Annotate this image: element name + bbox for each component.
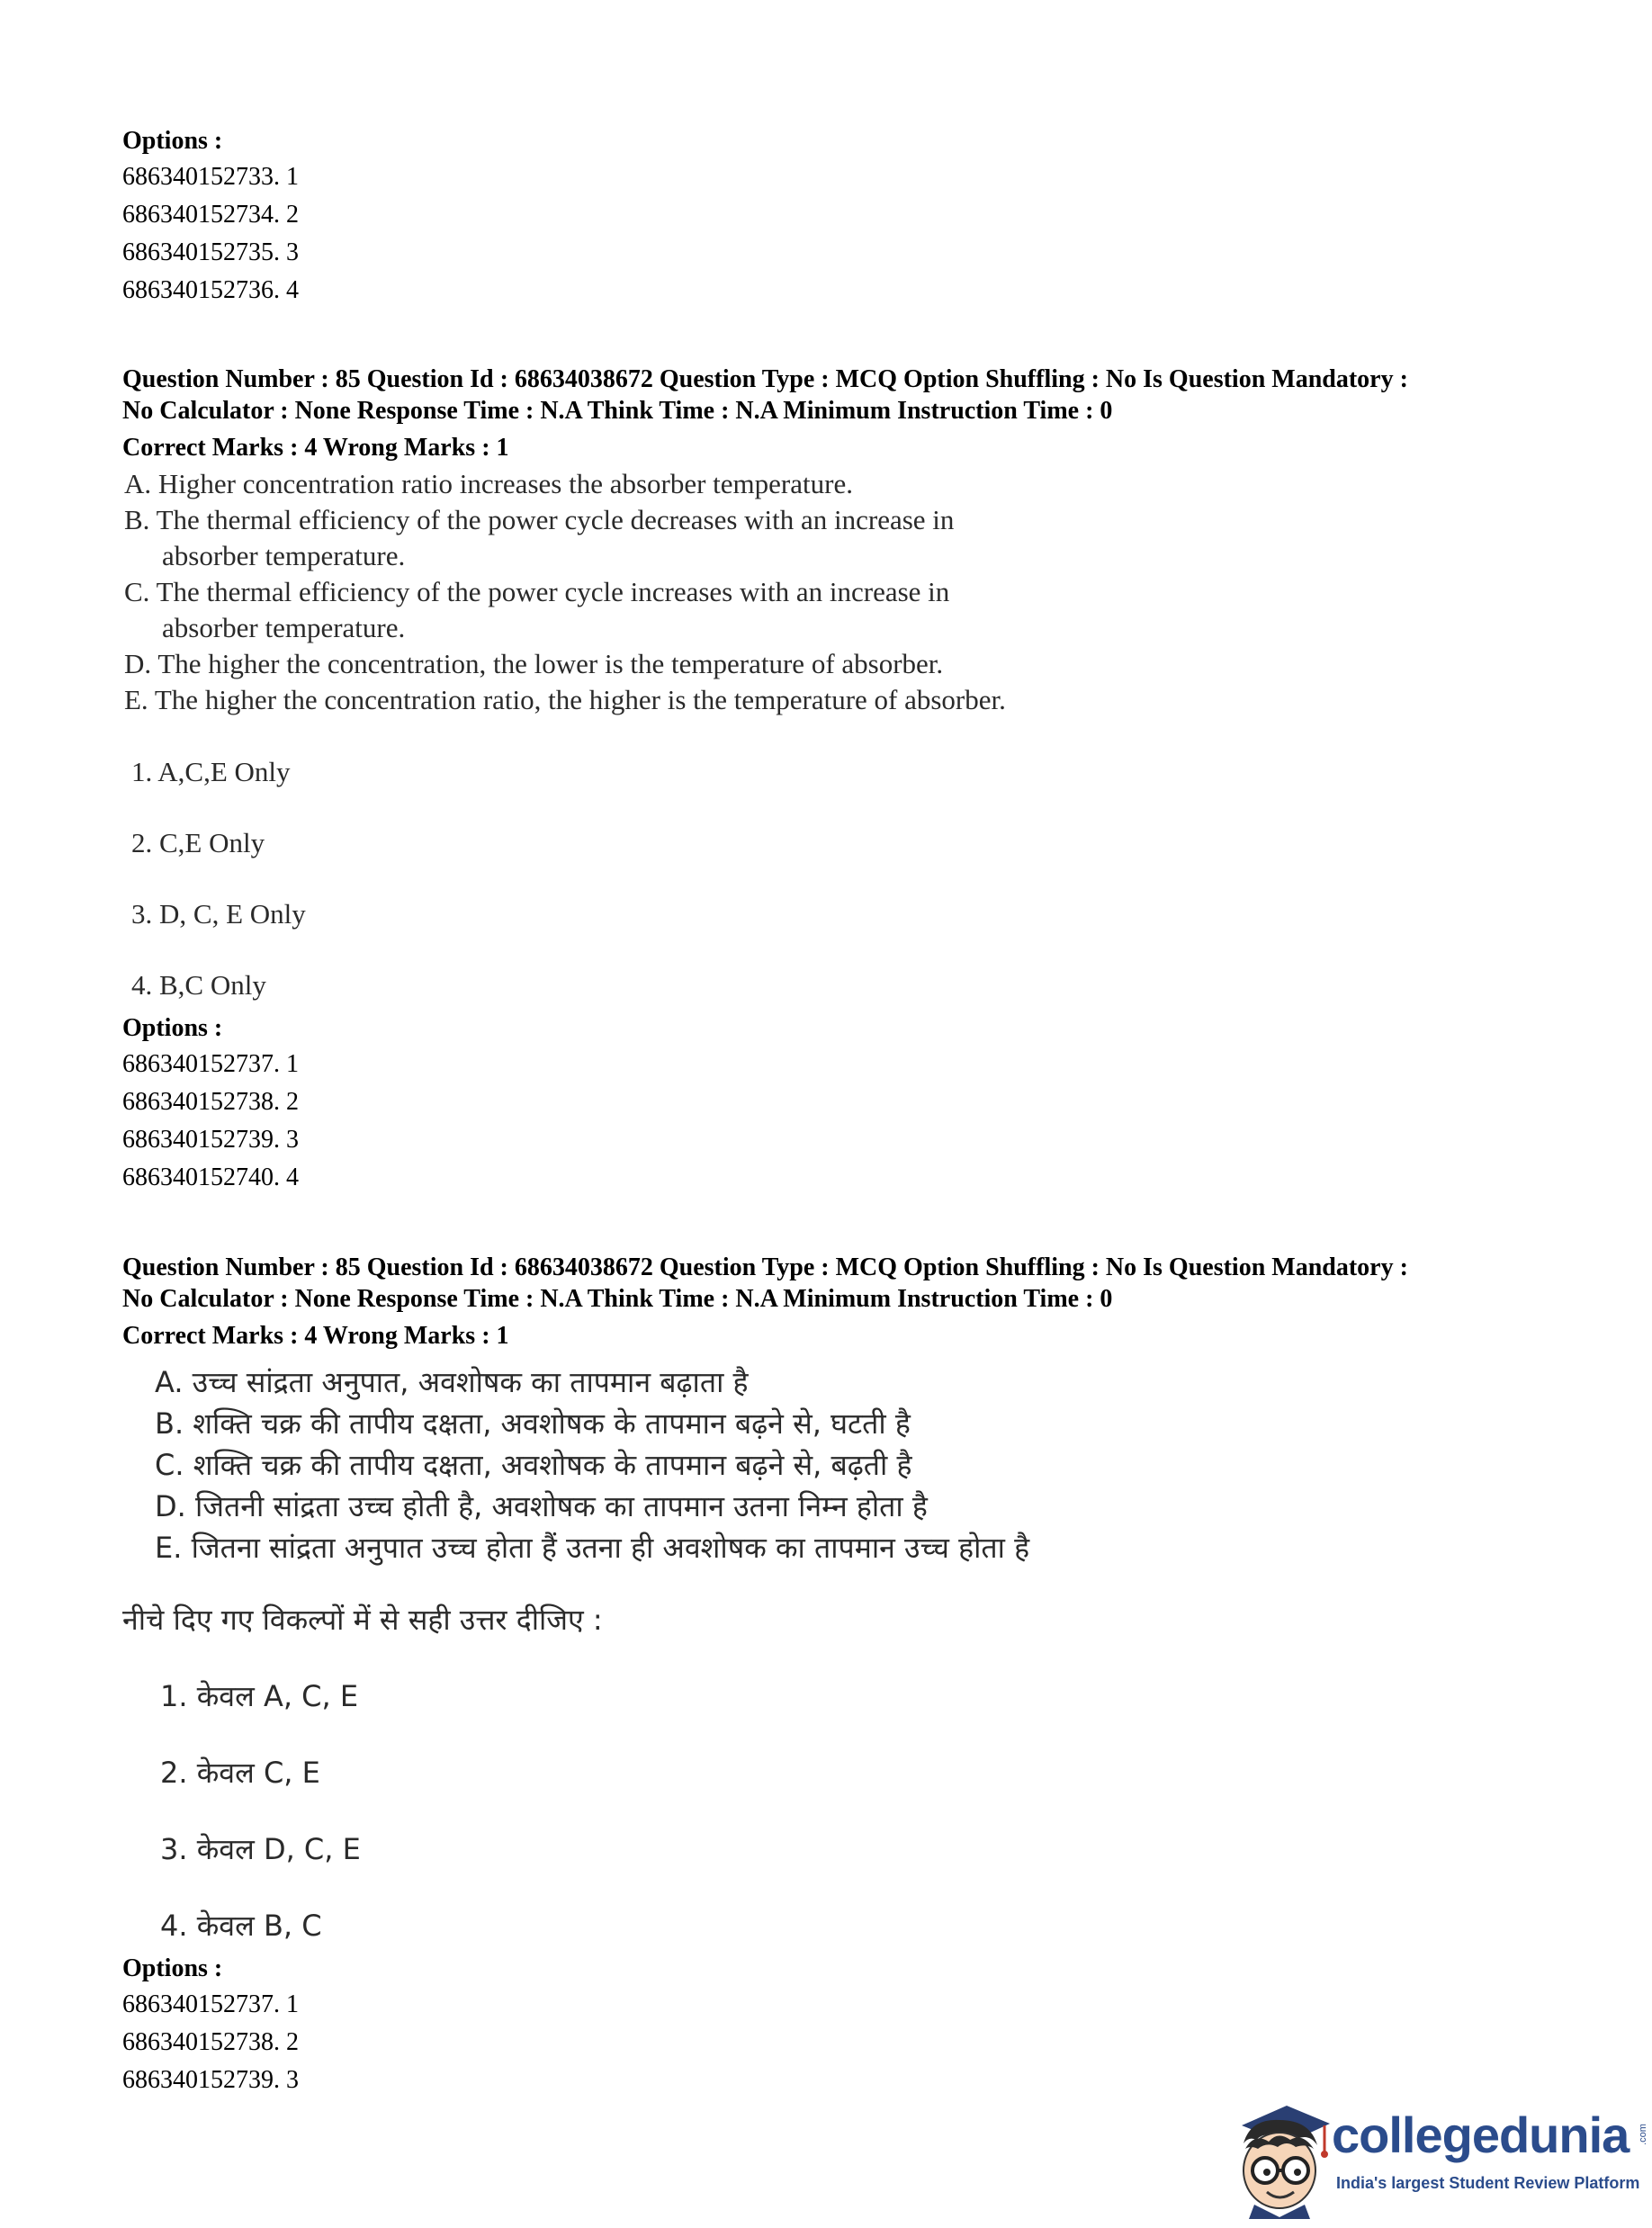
question-marks: Correct Marks : 4 Wrong Marks : 1 [122,1322,509,1350]
choice-2: 2. केवल C, E [160,1756,320,1790]
choice-4: 4. B,C Only [131,969,266,1001]
choice-1: 1. A,C,E Only [131,756,291,787]
brand-suffix: .com [1637,2124,1648,2145]
statement-c: C. The thermal efficiency of the power cycle increases with an increase in [124,576,950,607]
choice-3: 3. D, C, E Only [131,898,306,930]
option-item: 686340152736. 4 [122,276,299,304]
statement-b-cont: absorber temperature. [162,540,406,571]
statement-c-cont: absorber temperature. [162,612,406,643]
choice-3: 3. केवल D, C, E [160,1832,361,1866]
choice-2: 2. C,E Only [131,827,265,858]
statement-d: D. The higher the concentration, the lower is the temperature of absorber. [124,648,944,679]
statement-d: D. जितनी सांद्रता उच्च होती है, अवशोषक का तापमान उतना निम्न होता है [155,1489,928,1523]
option-item: 686340152738. 2 [122,1088,299,1116]
option-item: 686340152737. 1 [122,1990,299,2018]
instruction-text: नीचे दिए गए विकल्पों में से सही उत्तर दीजिए : [122,1603,603,1637]
question-header-line2: No Calculator : None Response Time : N.A Think Time : N.A Minimum Instruction Time : 0 [122,397,1113,425]
options-label: Options : [122,1014,223,1042]
option-item: 686340152740. 4 [122,1163,299,1191]
options-label: Options : [122,127,223,155]
option-item: 686340152737. 1 [122,1050,299,1078]
statement-e: E. जितना सांद्रता अनुपात उच्च होता हैं उतना ही अवशोषक का तापमान उच्च होता है [155,1531,1030,1565]
option-item: 686340152739. 3 [122,1126,299,1154]
collegedunia-logo[interactable] [1224,2093,1648,2219]
question-marks: Correct Marks : 4 Wrong Marks : 1 [122,434,509,462]
statement-a: A. उच्च सांद्रता अनुपात, अवशोषक का तापमान बढ़ाता है [155,1365,749,1399]
brand-tagline: India's largest Student Review Platform [1336,2174,1640,2192]
statement-e: E. The higher the concentration ratio, the higher is the temperature of absorber. [124,684,1006,715]
option-item: 686340152735. 3 [122,238,299,266]
question-header: Question Number : 85 Question Id : 68634038672 Question Type : MCQ Option Shuffling : No Is Question Mandatory : [122,1253,1408,1281]
statement-b: B. शक्ति चक्र की तापीय दक्षता, अवशोषक के तापमान बढ़ने से, घटती है [155,1406,911,1441]
option-item: 686340152739. 3 [122,2066,299,2094]
brand-name: collegedunia [1332,2107,1630,2163]
question-header: Question Number : 85 Question Id : 68634038672 Question Type : MCQ Option Shuffling : No Is Question Mandatory : [122,365,1408,393]
option-item: 686340152738. 2 [122,2028,299,2056]
choice-1: 1. केवल A, C, E [160,1679,359,1713]
mascot-icon [1224,2093,1333,2219]
choice-4: 4. केवल B, C [160,1909,322,1943]
statement-b: B. The thermal efficiency of the power cycle decreases with an increase in [124,504,955,535]
option-item: 686340152733. 1 [122,163,299,191]
statement-a: A. Higher concentration ratio increases the absorber temperature. [124,468,853,499]
statement-c: C. शक्ति चक्र की तापीय दक्षता, अवशोषक के तापमान बढ़ने से, बढ़ती है [155,1448,912,1482]
option-item: 686340152734. 2 [122,201,299,229]
options-label: Options : [122,1954,223,1982]
question-header-line2: No Calculator : None Response Time : N.A Think Time : N.A Minimum Instruction Time : 0 [122,1285,1113,1313]
